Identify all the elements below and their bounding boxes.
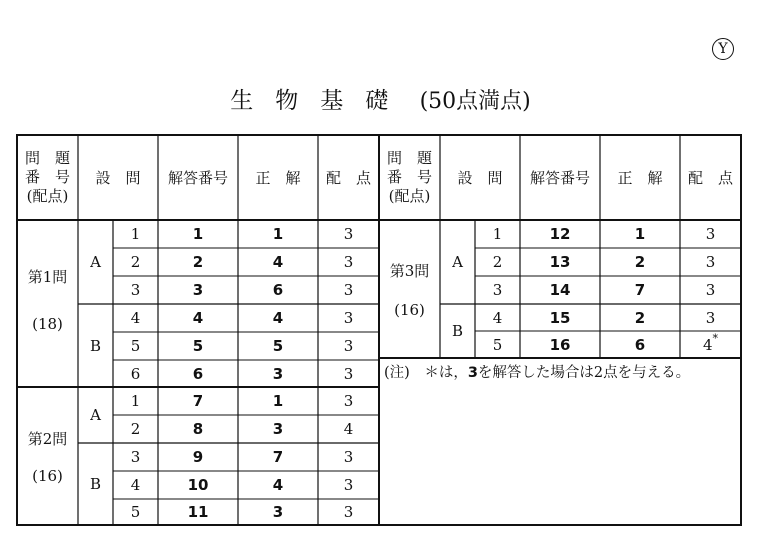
points-value-text: 3 [343,225,354,243]
correct-answer-text: 3 [272,364,284,383]
answer-number [158,220,238,248]
answer-number-text: 14 [549,281,571,299]
correct-answer-text: 2 [634,253,646,271]
header-points: 配 点 [687,169,733,187]
section-label: A [90,406,101,424]
sub-question-number [113,471,158,499]
asterisk-mark: * [712,332,719,345]
correct-answer [238,248,318,276]
question-1-label: 第1問 [27,267,68,286]
correct-answer-text: 7 [272,448,284,466]
correct-answer-text: 3 [272,420,284,438]
sub-question-number-text: 1 [492,225,503,243]
points-value [680,304,741,331]
answer-number-text: 2 [192,253,204,271]
correct-answer-text: 1 [634,225,646,243]
sub-question-number [475,304,520,331]
header-question-number: 問 題 番 号 (配点) [24,149,70,205]
sub-question-number [113,443,158,471]
sub-question-number [113,360,158,387]
sub-question-number [113,332,158,360]
answer-number-text: 15 [549,308,571,327]
points-value [318,443,379,471]
header-answer-number: 解答番号 [529,169,590,187]
question-3-points: (16) [394,301,425,319]
header-setsumon: 設 問 [95,169,141,187]
answer-number-text: 5 [192,337,204,355]
answer-number [158,387,238,415]
sub-question-number-text: 5 [492,335,503,354]
sub-question-number [113,499,158,525]
points-value [318,471,379,499]
points-value-text: 3 [343,364,354,383]
sub-question-number-text: 3 [130,448,141,466]
answer-number [158,499,238,525]
sub-question-number [475,331,520,358]
title-main: 生物基礎 [230,88,411,114]
exam-version-mark: Y [712,38,734,60]
correct-answer [238,387,318,415]
points-value-text: 3 [705,253,716,271]
answer-number [158,471,238,499]
sub-question-number-text: 5 [130,503,141,521]
answer-number-text: 12 [549,225,571,243]
correct-answer-text: 1 [272,225,284,243]
correct-answer-text: 3 [272,503,284,521]
header-correct-answer: 正 解 [255,169,301,187]
correct-answer [238,220,318,248]
points-value [318,499,379,525]
correct-answer-text: 7 [634,281,646,299]
answer-number-text: 13 [549,253,571,271]
header-answer-number: 解答番号 [167,169,228,187]
correct-answer [238,276,318,304]
section-label: A [90,253,101,271]
sub-question-number-text: 4 [492,308,503,327]
sub-question-number-text: 6 [130,364,141,383]
footnote-suffix: を解答した場合は2点を与える。 [477,365,691,381]
correct-answer-text: 1 [272,392,284,410]
points-value [318,332,379,360]
footnote-prefix: (注) ＊は， [384,365,468,381]
correct-answer [600,331,680,358]
points-value-text: 3 [343,253,354,271]
question-2-points: (16) [32,467,63,485]
points-value-text: 3 [343,309,354,327]
sub-question-number-text: 3 [130,281,141,299]
points-value-text: 3 [343,337,354,355]
correct-answer [238,471,318,499]
sub-question-number-text: 2 [130,253,141,271]
answer-number-text: 11 [187,503,209,521]
header-points: 配 点 [325,169,371,187]
sub-question-number [113,220,158,248]
answer-number-text: 7 [192,392,204,410]
sub-question-number-text: 2 [492,253,503,271]
section-label: B [451,322,464,340]
correct-answer-text: 5 [272,337,284,355]
points-value-text: 3 [705,308,716,327]
correct-answer [600,220,680,248]
sub-question-number [113,387,158,415]
points-value [318,387,379,415]
title-sub: (50点満点) [419,89,531,114]
correct-answer [238,443,318,471]
points-value-text: 3 [343,281,354,299]
sub-question-number [475,248,520,276]
answer-number-text: 9 [192,448,204,466]
answer-number-text: 6 [192,364,204,383]
points-value-text: 4 [702,335,713,354]
correct-answer-text: 6 [272,281,284,299]
answer-number [158,248,238,276]
correct-answer [600,304,680,331]
header-question-number: 問 題 番 号 (配点) [386,149,432,205]
points-value [318,360,379,387]
points-value-text: 3 [343,392,354,410]
section-label: B [89,475,102,493]
correct-answer [238,304,318,332]
points-value-text: 3 [343,448,354,466]
answer-number [158,360,238,387]
points-value [318,304,379,332]
answer-number [158,276,238,304]
sub-question-number [475,276,520,304]
sub-question-number-text: 1 [130,392,141,410]
question-2-label: 第2問 [27,429,68,448]
correct-answer [600,248,680,276]
answer-number [158,443,238,471]
points-value-text: 4 [343,420,354,438]
correct-answer [600,276,680,304]
correct-answer-text: 4 [272,309,284,327]
answer-number [158,304,238,332]
correct-answer [238,360,318,387]
sub-question-number [113,415,158,443]
header-setsumon: 設 問 [457,169,503,187]
section-label: A [452,253,463,271]
points-value [318,276,379,304]
correct-answer-text: 2 [634,308,646,327]
header-correct-answer: 正 解 [617,169,663,187]
sub-question-number-text: 4 [130,309,141,327]
answer-number [158,415,238,443]
sub-question-number [113,304,158,332]
sub-question-number [113,248,158,276]
points-value [680,276,741,304]
sub-question-number-text: 1 [130,225,141,243]
correct-answer-text: 4 [272,476,284,494]
answer-number [520,248,600,276]
points-value-text: 3 [343,476,354,494]
sub-question-number-text: 5 [130,337,141,355]
points-value-text: 3 [705,225,716,243]
sub-question-number-text: 3 [492,281,503,299]
answer-number [520,331,600,358]
question-1-points: (18) [32,315,63,333]
footnote [384,361,690,382]
answer-number-text: 3 [192,281,204,299]
answer-number-text: 8 [192,420,204,438]
sub-question-number [475,220,520,248]
answer-number [158,332,238,360]
correct-answer-text: 4 [272,253,284,271]
answer-number [520,220,600,248]
answer-number [520,276,600,304]
footnote-answer-number: 3 [467,365,478,381]
answer-number-text: 1 [192,225,204,243]
answer-number-text: 4 [192,309,204,327]
question-3-label: 第3問 [389,261,430,280]
points-value [318,248,379,276]
points-value [680,220,741,248]
points-value [318,220,379,248]
points-value [680,331,741,358]
answer-number [520,304,600,331]
answer-number-text: 10 [187,476,209,494]
sub-question-number-text: 4 [130,476,141,494]
answer-number-text: 16 [549,335,571,354]
points-value [318,415,379,443]
correct-answer [238,415,318,443]
points-value-text: 3 [705,281,716,299]
sub-question-number [113,276,158,304]
correct-answer [238,499,318,525]
correct-answer [238,332,318,360]
section-label: B [89,336,102,355]
sub-question-number-text: 2 [130,420,141,438]
points-value-text: 3 [343,503,354,521]
correct-answer-text: 6 [634,335,646,354]
points-value [680,248,741,276]
